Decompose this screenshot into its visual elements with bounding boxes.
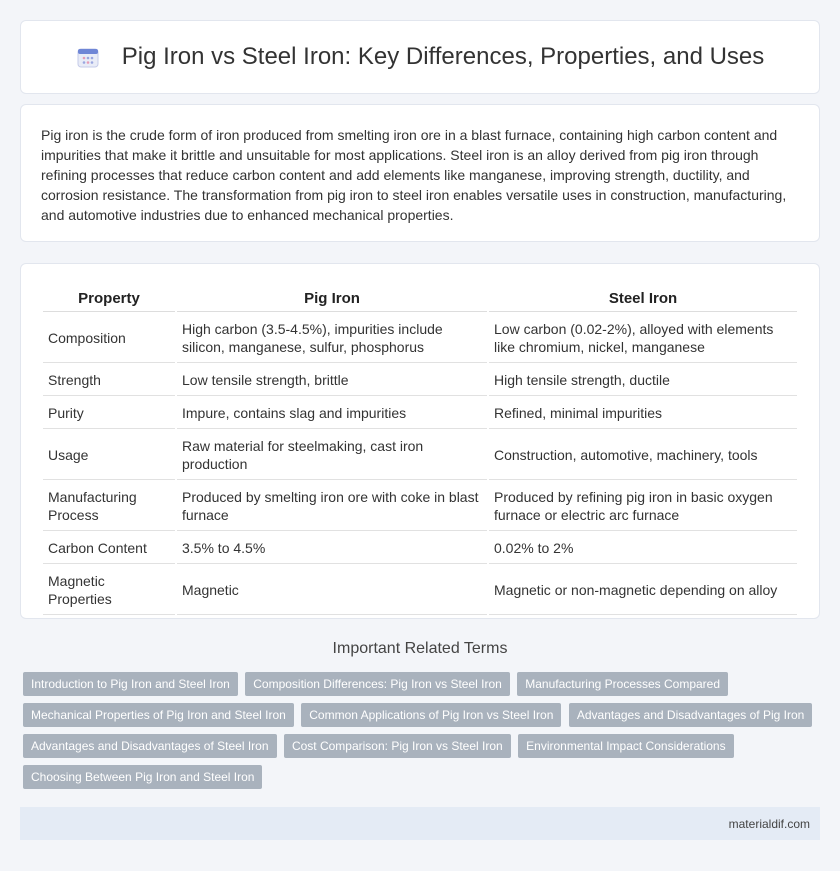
table-row <box>43 533 797 564</box>
table-cell: Magnetic <box>177 566 487 615</box>
header-card <box>20 20 820 94</box>
table-cell: Low carbon (0.02-2%), alloyed with elements like chromium, nickel, manganese <box>489 314 797 363</box>
header-steel-iron: Steel Iron <box>489 286 797 312</box>
table-cell: High tensile strength, ductile <box>489 365 797 396</box>
related-tag[interactable]: Advantages and Disadvantages of Pig Iron <box>569 703 812 727</box>
related-tag[interactable]: Composition Differences: Pig Iron vs Steel Iron <box>245 672 510 696</box>
intro-paragraph: Pig iron is the crude form of iron produced from smelting iron ore in a blast furnace, containing high carbon content and impurities that make it brittle and unsuitable for most applications. Steel iron is an alloy derived from pig iron through refining processes that reduce carbon content and add elements like manganese, improving strength, ductility, and corrosion resistance. The transformation from pig iron to steel iron enables versatile uses in construction, manufacturing, and automotive industries due to enhanced mechanical properties. <box>41 127 787 223</box>
intro-card <box>20 104 820 242</box>
related-tag[interactable]: Choosing Between Pig Iron and Steel Iron <box>23 765 262 789</box>
table-cell: Carbon Content <box>43 533 175 564</box>
comparison-table <box>41 284 799 617</box>
related-tag[interactable]: Manufacturing Processes Compared <box>517 672 728 696</box>
table-row <box>43 431 797 480</box>
table-cell: Impure, contains slag and impurities <box>177 398 487 429</box>
table-cell: Magnetic or non-magnetic depending on alloy <box>489 566 797 615</box>
table-header-row <box>43 286 797 312</box>
table-cell: Usage <box>43 431 175 480</box>
footer <box>20 807 820 840</box>
table-row <box>43 365 797 396</box>
table-row <box>43 398 797 429</box>
table-row <box>43 314 797 363</box>
page-title-wrapper <box>76 43 765 71</box>
table-cell: Produced by smelting iron ore with coke in blast furnace <box>177 482 487 531</box>
related-terms-title: Important Related Terms <box>332 640 508 657</box>
related-terms-tags <box>23 672 823 796</box>
table-cell: Composition <box>43 314 175 363</box>
page-title: Pig Iron vs Steel Iron: Key Differences, Properties, and Uses <box>121 43 765 70</box>
table-cell: 0.02% to 2% <box>489 533 797 564</box>
table-row <box>43 566 797 615</box>
calendar-icon <box>76 45 100 69</box>
table-cell: Purity <box>43 398 175 429</box>
header-pig-iron: Pig Iron <box>177 286 487 312</box>
related-tag[interactable]: Introduction to Pig Iron and Steel Iron <box>23 672 238 696</box>
related-tag[interactable]: Environmental Impact Considerations <box>518 734 733 758</box>
table-cell: Low tensile strength, brittle <box>177 365 487 396</box>
table-cell: Magnetic Properties <box>43 566 175 615</box>
table-cell: 3.5% to 4.5% <box>177 533 487 564</box>
related-tag[interactable]: Mechanical Properties of Pig Iron and Steel Iron <box>23 703 294 727</box>
header-property: Property <box>43 286 175 312</box>
table-cell: Strength <box>43 365 175 396</box>
footer-site-link[interactable]: materialdif.com <box>728 817 810 831</box>
table-cell: Raw material for steelmaking, cast iron production <box>177 431 487 480</box>
table-cell: Manufacturing Process <box>43 482 175 531</box>
table-cell: Produced by refining pig iron in basic oxygen furnace or electric arc furnace <box>489 482 797 531</box>
related-tag[interactable]: Cost Comparison: Pig Iron vs Steel Iron <box>284 734 511 758</box>
table-row <box>43 482 797 531</box>
related-tag[interactable]: Common Applications of Pig Iron vs Steel Iron <box>301 703 561 727</box>
table-cell: High carbon (3.5-4.5%), impurities include silicon, manganese, sulfur, phosphorus <box>177 314 487 363</box>
related-tag[interactable]: Advantages and Disadvantages of Steel Iron <box>23 734 277 758</box>
table-cell: Refined, minimal impurities <box>489 398 797 429</box>
comparison-table-card <box>20 263 820 619</box>
table-cell: Construction, automotive, machinery, tools <box>489 431 797 480</box>
